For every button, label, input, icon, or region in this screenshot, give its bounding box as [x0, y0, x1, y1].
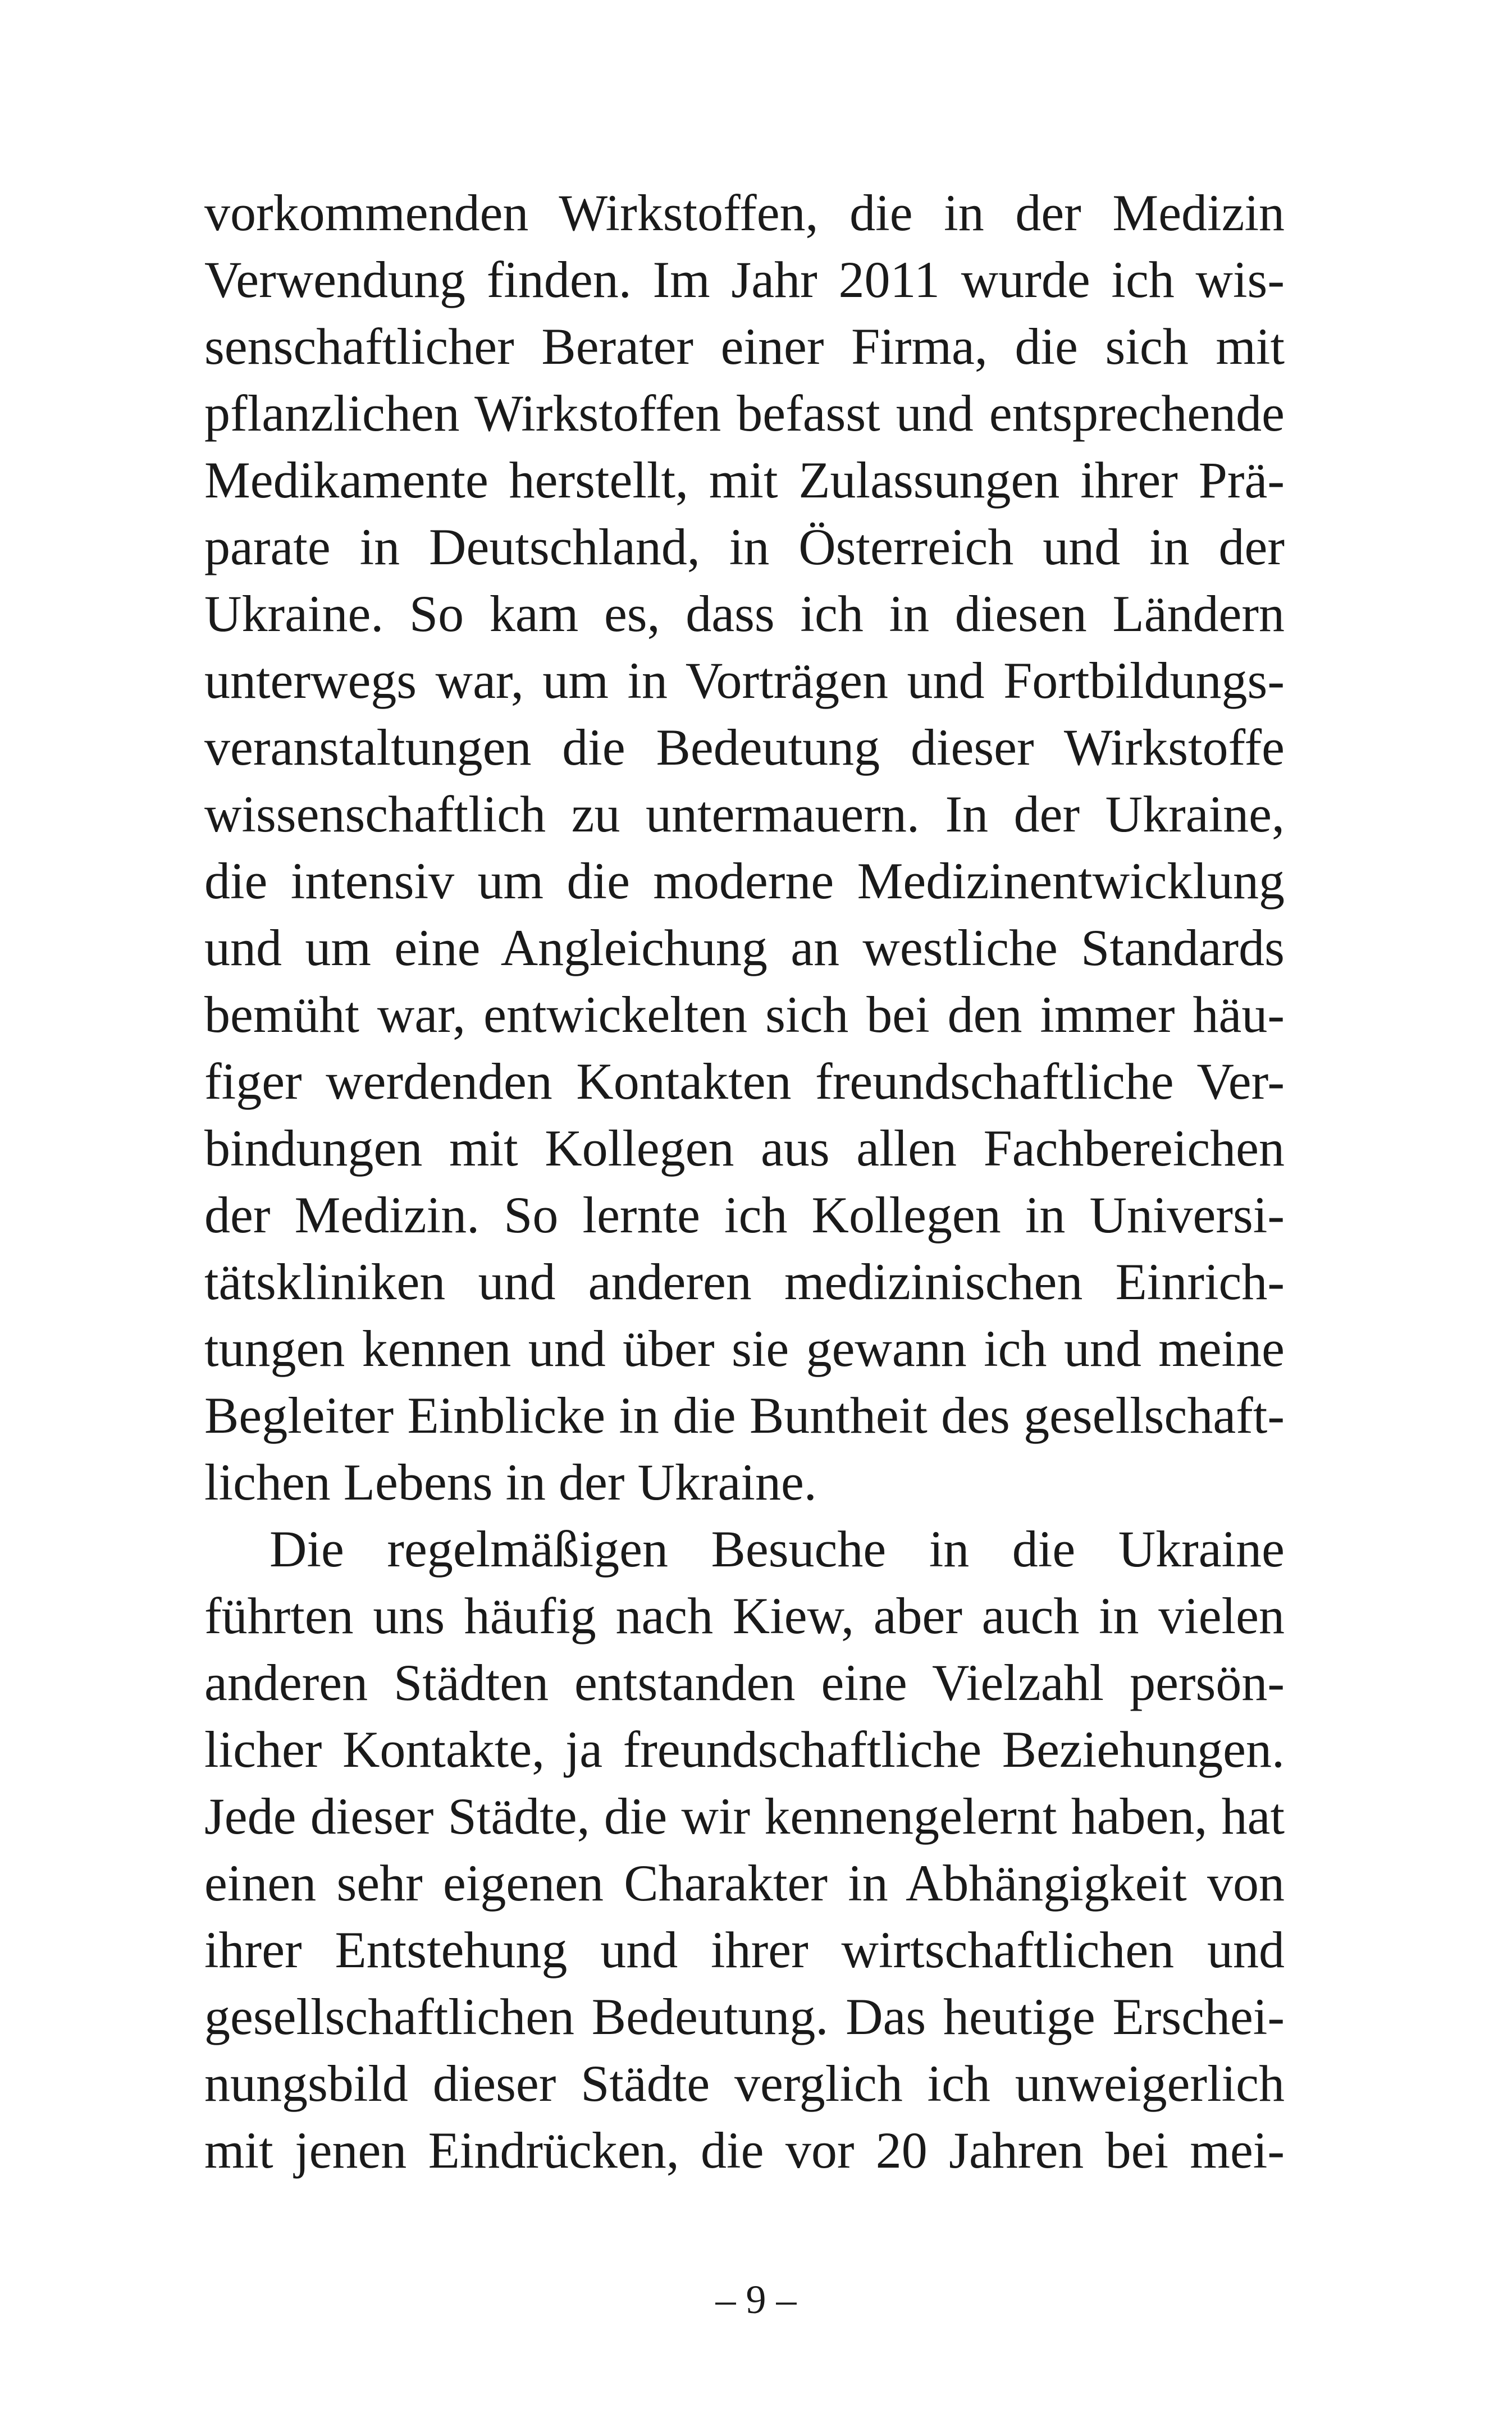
text-line: parate in Deutschland, in Österreich und in der: [204, 518, 1285, 575]
text-line: Die regelmäßigen Besuche in die Ukraine: [269, 1520, 1285, 1578]
text-line: einen sehr eigenen Charakter in Abhängigkeit von: [204, 1854, 1285, 1912]
text-line: der Medizin. So lernte ich Kollegen in Universi-: [204, 1186, 1285, 1244]
text-line: Begleiter Einblicke in die Buntheit des gesellschaft-: [204, 1387, 1285, 1444]
text-line: mit jenen Eindrücken, die vor 20 Jahren bei mei-: [204, 2122, 1285, 2179]
text-line: Medikamente herstellt, mit Zulassungen ihrer Prä-: [204, 451, 1285, 509]
text-line: Ukraine. So kam es, dass ich in diesen Ländern: [204, 585, 1285, 642]
text-line: Verwendung finden. Im Jahr 2011 wurde ich wis-: [204, 251, 1285, 308]
text-line: unterwegs war, um in Vorträgen und Fortbildungs-: [204, 652, 1285, 709]
text-line: pflanzlichen Wirkstoffen befasst und entsprechende: [204, 385, 1285, 442]
text-line: gesellschaftlichen Bedeutung. Das heutige Erschei-: [204, 1988, 1285, 2045]
page-number: – 9 –: [715, 2277, 797, 2322]
text-line: senschaftlicher Berater einer Firma, die sich mit: [204, 318, 1285, 375]
text-line: veranstaltungen die Bedeutung dieser Wirkstoffe: [204, 719, 1285, 776]
paragraph: [204, 180, 1285, 1516]
paragraph: [204, 1516, 1285, 2184]
text-line: Jede dieser Städte, die wir kennengelernt haben, hat: [204, 1788, 1285, 1845]
text-line: lichen Lebens in der Ukraine.: [204, 1454, 817, 1511]
text-line: tungen kennen und über sie gewann ich und meine: [204, 1320, 1285, 1377]
text-line: vorkommenden Wirkstoffen, die in der Medizin: [204, 184, 1285, 241]
text-line: führten uns häufig nach Kiew, aber auch in vielen: [204, 1587, 1285, 1644]
text-line: nungsbild dieser Städte verglich ich unweigerlich: [204, 2055, 1285, 2112]
text-line: die intensiv um die moderne Medizinentwicklung: [204, 852, 1285, 909]
text-line: figer werdenden Kontakten freundschaftliche Ver-: [204, 1053, 1285, 1110]
text-line: tätskliniken und anderen medizinischen Einrich-: [204, 1253, 1285, 1310]
text-line: ihrer Entstehung und ihrer wirtschaftlichen und: [204, 1921, 1285, 1978]
text-line: anderen Städten entstanden eine Vielzahl persön-: [204, 1654, 1285, 1711]
text-line: wissenschaftlich zu untermauern. In der Ukraine,: [204, 785, 1285, 843]
text-line: bemüht war, entwickelten sich bei den immer häu-: [204, 986, 1285, 1043]
text-line: licher Kontakte, ja freundschaftliche Beziehungen.: [204, 1721, 1285, 1778]
text-line: bindungen mit Kollegen aus allen Fachbereichen: [204, 1119, 1285, 1177]
body-text: [204, 180, 1285, 2184]
text-line: und um eine Angleichung an westliche Standards: [204, 919, 1285, 976]
